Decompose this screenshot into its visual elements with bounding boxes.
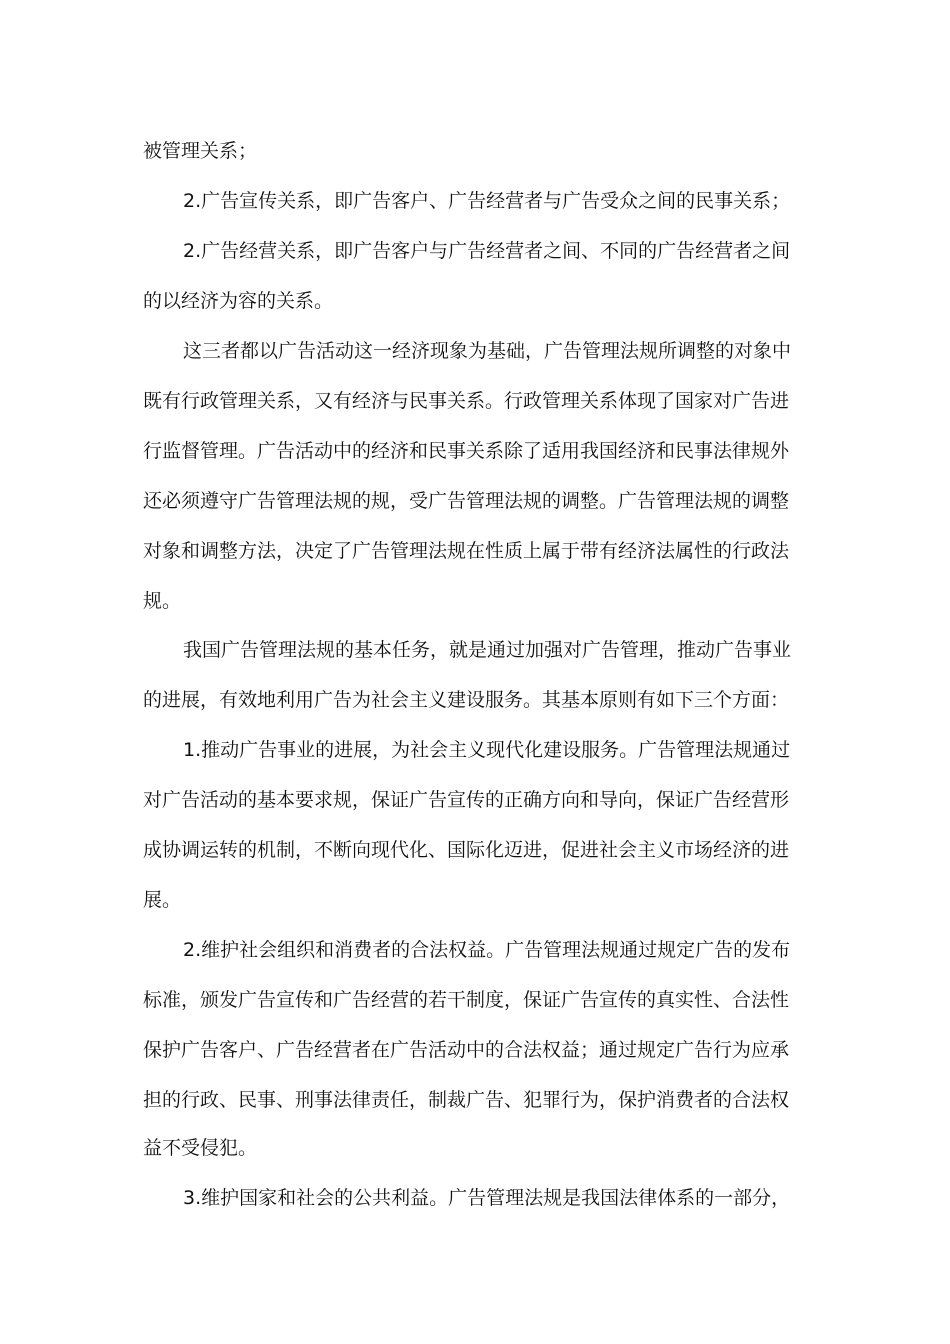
text-line: 的进展，有效地利用广告为社会主义建设服务。其基本原则有如下三个方面： (143, 689, 790, 711)
text-line: 我国广告管理法规的基本任务，就是通过加强对广告管理，推动广告事业 (183, 639, 792, 661)
text-line: 规。 (143, 590, 182, 612)
text-line: 对象和调整方法，决定了广告管理法规在性质上属于带有经济法属性的行政法 (143, 540, 790, 562)
text-line: 益不受侵犯。 (143, 1137, 258, 1159)
text-line: 被管理关系； (143, 140, 258, 162)
text-line: 对广告活动的基本要求规，保证广告宣传的正确方向和导向，保证广告经营形 (143, 789, 790, 811)
text-line: 成协调运转的机制，不断向现代化、国际化迈进，促进社会主义市场经济的进 (143, 839, 790, 861)
text-line: 2.广告宣传关系，即广告客户、广告经营者与广告受众之间的民事关系； (183, 190, 791, 212)
text-line: 2.维护社会组织和消费者的合法权益。广告管理法规通过规定广告的发布 (183, 939, 791, 961)
text-line: 1.推动广告事业的进展，为社会主义现代化建设服务。广告管理法规通过 (183, 739, 791, 761)
text-line: 2.广告经营关系，即广告客户与广告经营者之间、不同的广告经营者之间 (183, 240, 791, 262)
text-line: 行监督管理。广告活动中的经济和民事关系除了适用我国经济和民事法律规外 (143, 440, 790, 462)
text-line: 既有行政管理关系，又有经济与民事关系。行政管理关系体现了国家对广告进 (143, 390, 790, 412)
text-line: 的以经济为容的关系。 (143, 290, 334, 312)
text-line: 担的行政、民事、刑事法律责任，制裁广告、犯罪行为，保护消费者的合法权 (143, 1089, 790, 1111)
text-line: 展。 (143, 889, 182, 911)
text-line: 3.维护国家和社会的公共利益。广告管理法规是我国法律体系的一部分， (183, 1187, 791, 1209)
text-line: 保护广告客户、广告经营者在广告活动中的合法权益；通过规定广告行为应承 (143, 1039, 790, 1061)
text-line: 标准，颁发广告宣传和广告经营的若干制度，保证广告宣传的真实性、合法性 (143, 989, 790, 1011)
text-line: 这三者都以广告活动这一经济现象为基础，广告管理法规所调整的对象中 (183, 340, 792, 362)
text-line: 还必须遵守广告管理法规的规，受广告管理法规的调整。广告管理法规的调整 (143, 490, 790, 512)
